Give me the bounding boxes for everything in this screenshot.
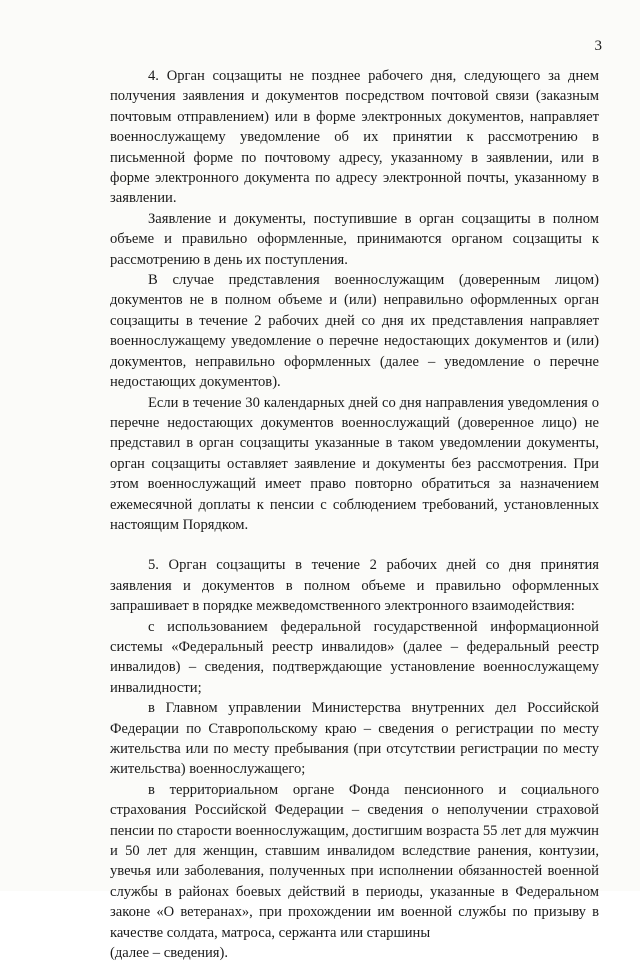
- paragraph-incomplete-documents: В случае представления военнослужащим (доверенным лицом) документов не в полном объеме и (или) неправильно оформленных орган соцзащиты в течение 2 рабочих дней со дня их представления направляет военнослужащему уведомление о перечне недостающих документов и (или) документов, неправильно оформленных (далее – уведомление о перечне недостающих документов).: [110, 272, 599, 391]
- page-number: 3: [594, 38, 602, 54]
- list-item-mvd-registration: в Главном управлении Министерства внутренних дел Российской Федерации по Ставропольскому краю – сведения о регистрации по месту жительства или по месту пребывания (при отсутствии регистрации по месту жительства) военнослужащего;: [110, 700, 599, 778]
- list-item-pension-fund: в территориальном органе Фонда пенсионного и социального страхования Российской Федерации – сведения о неполучении страховой пенсии по старости военнослужащим, достигшим возраста 55 лет для мужчин и 50 лет для женщин, ставшим инвалидом вследствие ранения, контузии, увечья или заболевания, полученных при исполнении обязанностей военной службы в районах боевых действий в периоды, указанные в Федеральном законе «О ветеранах», при прохождении им военной службы по призыву в качестве солдата, матроса, сержанта или старшины: [110, 781, 599, 941]
- list-item-disability-registry: с использованием федеральной государственной информационной системы «Федеральный реестр инвалидов» (далее – федеральный реестр инвалидов) – сведения, подтверждающие установление военнослужащему инвалидности;: [110, 618, 599, 696]
- paragraph-item-5: 5. Орган соцзащиты в течение 2 рабочих дней со дня принятия заявления и документов в полном объеме и правильно оформленных запрашивает в порядке межведомственного электронного взаимодействия:: [110, 557, 599, 615]
- paragraph-gap: [110, 535, 599, 555]
- paragraph-30-days: Если в течение 30 календарных дней со дня направления уведомления о перечне недостающих документов военнослужащий (доверенное лицо) не представил в орган соцзащиты указанные в таком уведомлении документы, орган соцзащиты оставляет заявление и документы без рассмотрения. При этом военнослужащий имеет право повторно обратиться за назначением ежемесячной доплаты к пенсии с соблюдением требований, установленных настоящим Порядком.: [110, 394, 599, 533]
- paragraph-definition: (далее – сведения).: [110, 945, 229, 962]
- paragraph-acceptance: Заявление и документы, поступившие в орган соцзащиты в полном объеме и правильно оформленные, принимаются органом соцзащиты к рассмотрению в день их поступления.: [110, 210, 599, 268]
- document-body: [110, 66, 599, 963]
- paragraph-item-4: 4. Орган соцзащиты не позднее рабочего дня, следующего за днем получения заявления и документов посредством почтовой связи (заказным почтовым отправлением) или в форме электронных документов, направляет военнослужащему уведомление об их принятии к рассмотрению в письменной форме по почтовому адресу, указанному в заявлении, или в форме электронного документа по адресу электронной почты, указанному в заявлении.: [110, 68, 599, 207]
